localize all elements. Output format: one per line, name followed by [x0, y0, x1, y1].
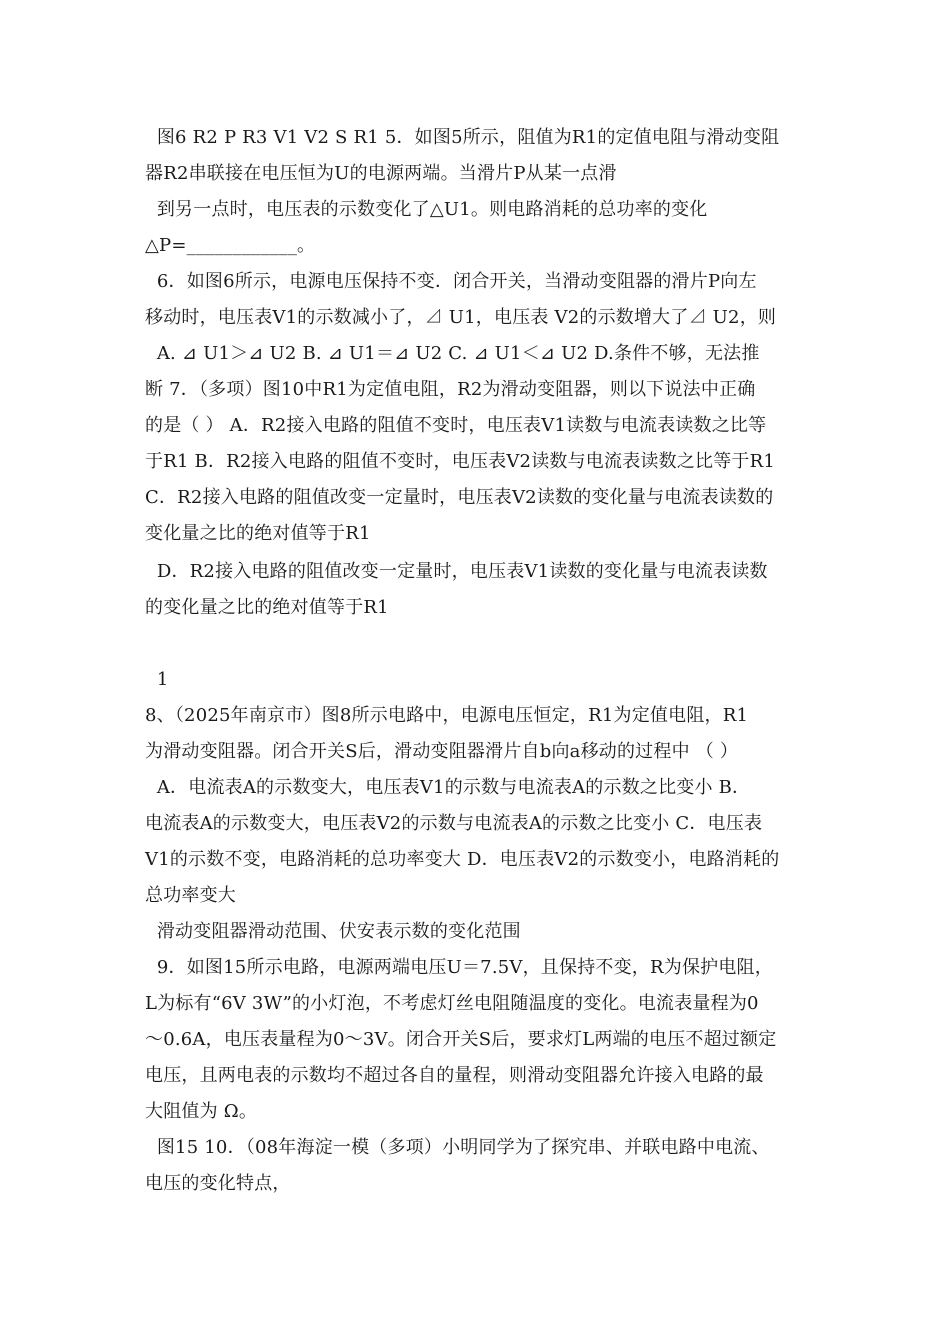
text-line: 器R2串联接在电压恒为U的电源两端。当滑片P从某一点滑	[145, 163, 617, 184]
text-line: 大阻值为 Ω。	[145, 1101, 258, 1122]
text-line: 8、（2025年南京市）图8所示电路中，电源电压恒定，R1为定值电阻，R1	[145, 705, 749, 726]
text-line: 图15 10．（08年海淀一模（多项）小明同学为了探究串、并联电路中电流、	[145, 1137, 770, 1158]
text-line: 移动时，电压表V1的示数减小了，⊿ U1，电压表 V2的示数增大了⊿ U2，则	[145, 307, 777, 328]
text-line: ～0.6A，电压表量程为0～3V。闭合开关S后，要求灯L两端的电压不超过额定	[145, 1029, 777, 1050]
text-line: L为标有“6V 3W”的小灯泡，不考虑灯丝电阻随温度的变化。电流表量程为0	[145, 993, 759, 1014]
text-line: △P=____________。	[145, 235, 316, 256]
text-line: A．电流表A的示数变大，电压表V1的示数与电流表A的示数之比变小 B．	[145, 777, 751, 798]
text-line: 9．如图15所示电路，电源两端电压U＝7.5V，且保持不变，R为保护电阻，	[145, 957, 773, 978]
text-line: 于R1 B．R2接入电路的阻值不变时，电压表V2读数与电流表读数之比等于R1	[145, 451, 776, 472]
text-line: C．R2接入电路的阻值改变一定量时，电压表V2读数的变化量与电流表读数的	[145, 487, 774, 508]
text-line: 的变化量之比的绝对值等于R1	[145, 597, 389, 618]
page-number: 1	[145, 669, 169, 690]
section-heading: 滑动变阻器滑动范围、伏安表示数的变化范围	[145, 921, 521, 942]
text-line: V1的示数不变，电路消耗的总功率变大 D．电压表V2的示数变小，电路消耗的	[145, 849, 780, 870]
text-line: 断 7．（多项）图10中R1为定值电阻，R2为滑动变阻器，则以下说法中正确	[145, 379, 756, 400]
text-line: 到另一点时，电压表的示数变化了△U1。则电路消耗的总功率的变化	[145, 199, 708, 220]
text-line: 变化量之比的绝对值等于R1	[145, 523, 371, 544]
text-line: 的是（ ） A．R2接入电路的阻值不变时，电压表V1读数与电流表读数之比等	[145, 415, 767, 436]
text-line: 总功率变大	[145, 885, 236, 906]
text-line: 电压，且两电表的示数均不超过各自的量程，则滑动变阻器允许接入电路的最	[145, 1065, 764, 1086]
text-line: 为滑动变阻器。闭合开关S后，滑动变阻器滑片自b向a移动的过程中 （ ）	[145, 741, 739, 762]
text-line: A. ⊿ U1＞⊿ U2 B. ⊿ U1＝⊿ U2 C. ⊿ U1＜⊿ U2 D.条件不够，无法推	[145, 343, 760, 364]
text-line: D．R2接入电路的阻值改变一定量时，电压表V1读数的变化量与电流表读数	[145, 561, 768, 582]
text-line: 电流表A的示数变大，电压表V2的示数与电流表A的示数之比变小 C．电压表	[145, 813, 763, 834]
text-line: 电压的变化特点，	[145, 1173, 291, 1194]
text-line: 6．如图6所示，电源电压保持不变．闭合开关，当滑动变阻器的滑片P向左	[145, 271, 757, 292]
text-line: 图6 R2 P R3 V1 V2 S R1 5．如图5所示，阻值为R1的定值电阻与滑动变阻	[145, 127, 780, 148]
